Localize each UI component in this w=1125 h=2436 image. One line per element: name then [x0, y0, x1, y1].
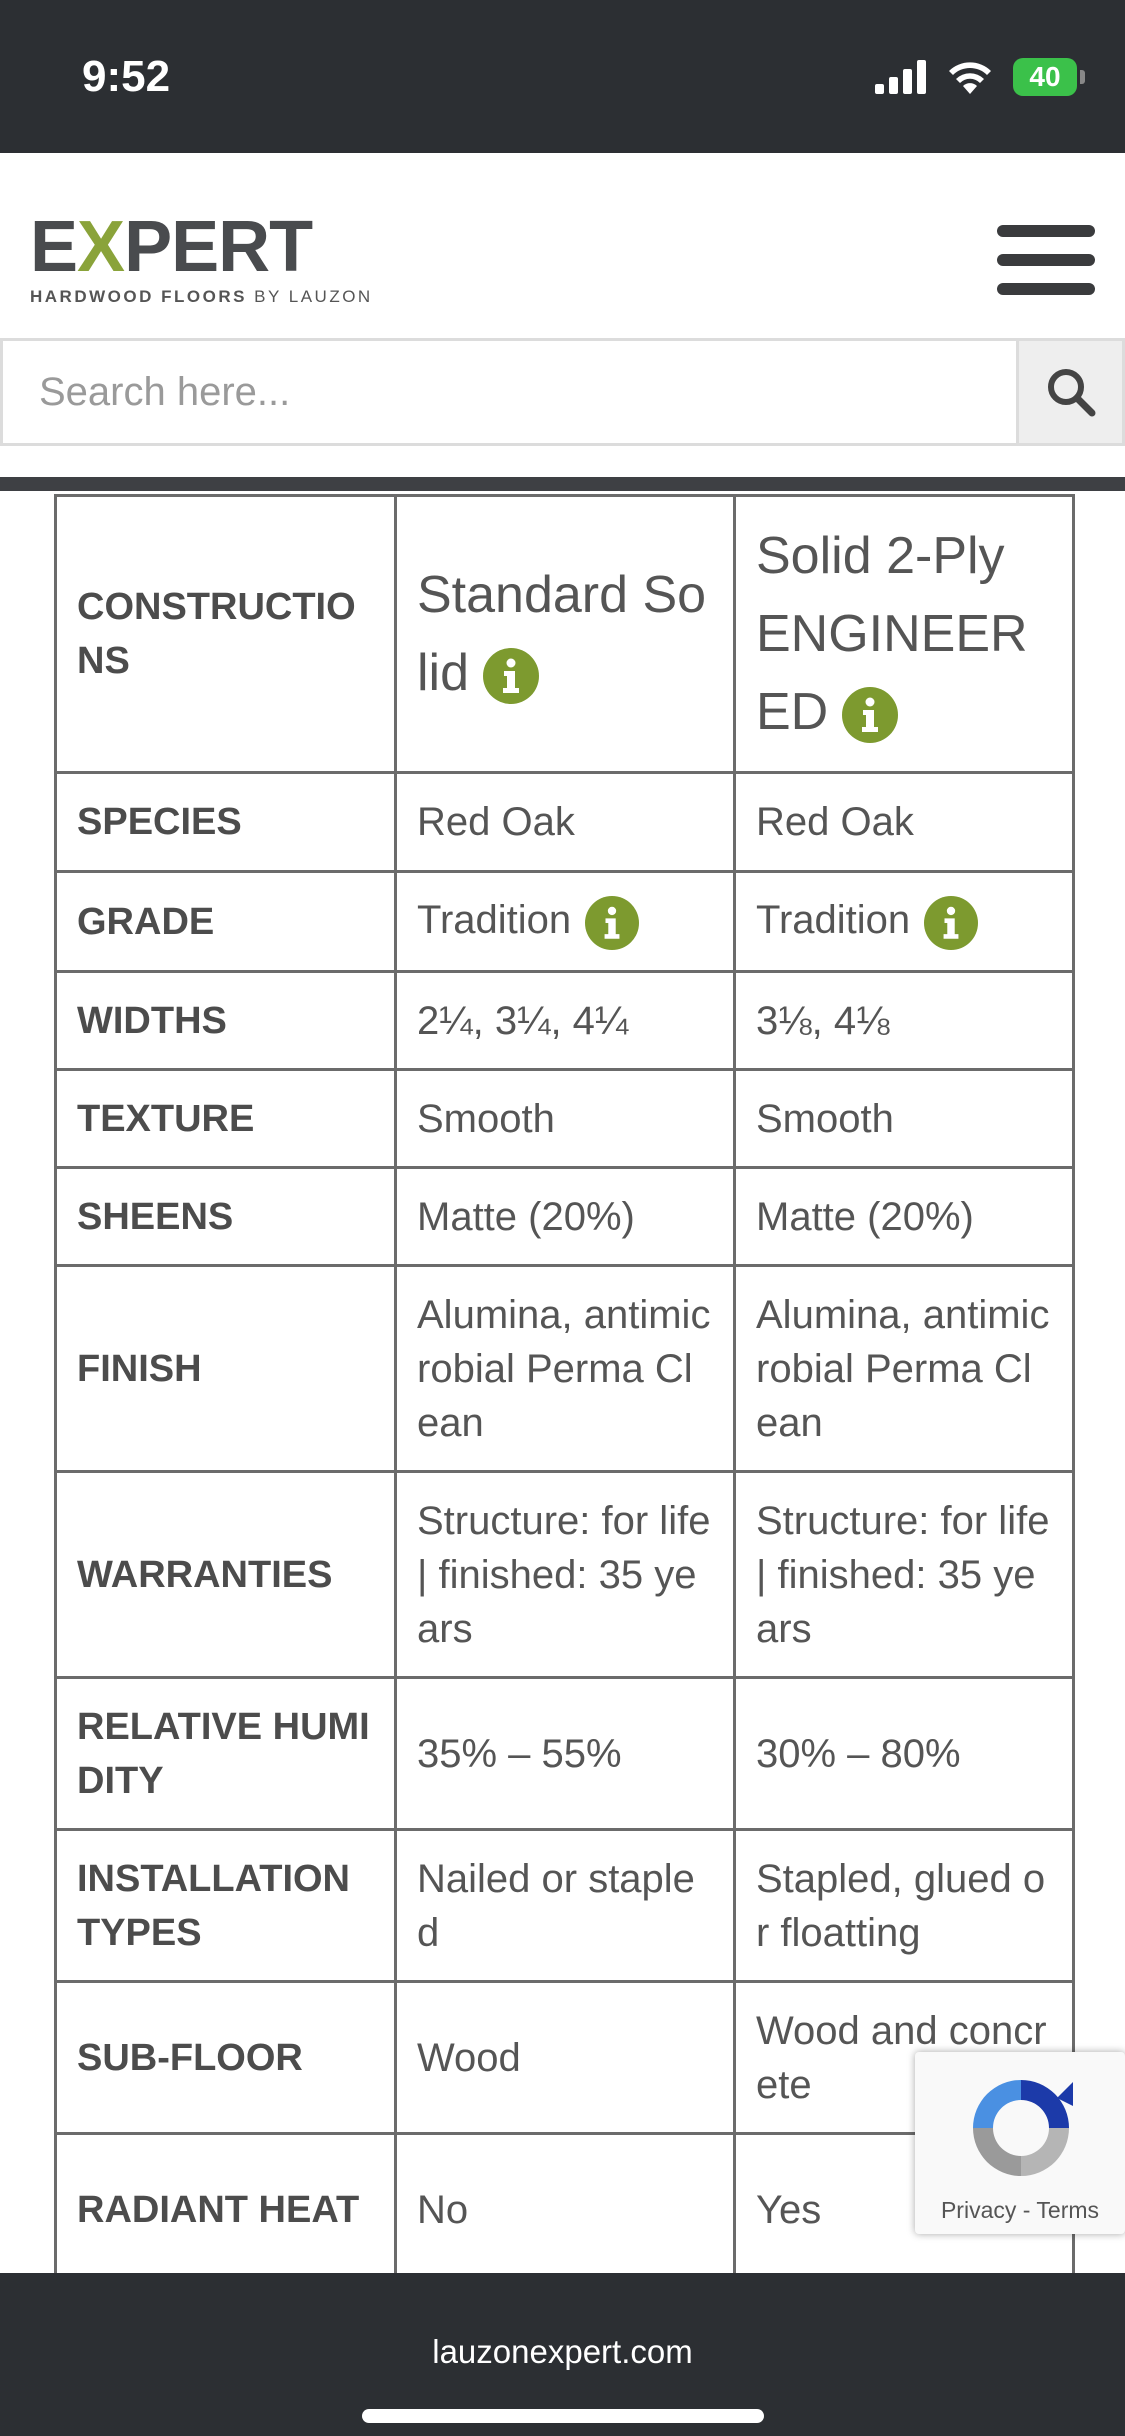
table-row-label: SHEENS	[56, 1168, 396, 1266]
search-bar	[0, 338, 1125, 446]
search-button[interactable]	[1016, 341, 1122, 443]
table-row	[56, 773, 1074, 872]
specifications-table	[54, 494, 1075, 2287]
table-cell: Tradition	[396, 872, 735, 972]
table-header-row	[56, 496, 1074, 773]
battery-indicator	[1013, 58, 1085, 96]
table-cell: Wood	[396, 1982, 735, 2134]
url-label[interactable]: lauzonexpert.com	[432, 2333, 693, 2370]
table-row-label: INSTALLATION TYPES	[56, 1830, 396, 1982]
table-cell: Structure: for life | finished: 35 years	[396, 1472, 735, 1678]
table-row-label: WIDTHS	[56, 972, 396, 1070]
table-header-cell: Solid 2-Ply ENGINEERED	[735, 496, 1074, 773]
table-row	[56, 872, 1074, 972]
table-cell: Smooth	[396, 1070, 735, 1168]
table-cell: Nailed or stapled	[396, 1830, 735, 1982]
wifi-icon	[947, 60, 993, 94]
status-time: 9:52	[82, 52, 171, 101]
table-row	[56, 1070, 1074, 1168]
table-cell: Smooth	[735, 1070, 1074, 1168]
table-header-cell: Standard Solid	[396, 496, 735, 773]
table-row	[56, 1830, 1074, 1982]
terms-link[interactable]: Terms	[1036, 2197, 1100, 2223]
table-cell: No	[396, 2134, 735, 2286]
table-row-label: RELATIVE HUMIDITY	[56, 1678, 396, 1830]
table-cell: Red Oak	[396, 773, 735, 872]
home-indicator[interactable]	[362, 2409, 764, 2423]
logo-wordmark: EXPERT	[30, 207, 313, 287]
browser-address-bar	[0, 2273, 1125, 2436]
battery-tip	[1080, 70, 1085, 84]
table-cell: Yes	[735, 2134, 1074, 2286]
table-cell: Stapled, glued or floatting	[735, 1830, 1074, 1982]
site-header	[0, 153, 1125, 338]
table-row-label: FINISH	[56, 1266, 396, 1472]
table-row-label: TEXTURE	[56, 1070, 396, 1168]
info-icon[interactable]	[483, 648, 539, 704]
table-row-label: GRADE	[56, 872, 396, 972]
hamburger-menu-button[interactable]	[997, 225, 1095, 295]
table-row-label: CONSTRUCTIONS	[56, 496, 396, 773]
table-row	[56, 972, 1074, 1070]
table-row	[56, 1678, 1074, 1830]
table-row	[56, 1472, 1074, 1678]
expert-logo[interactable]	[30, 207, 373, 307]
info-icon[interactable]	[842, 687, 898, 743]
table-cell: Alumina, antimicrobial Perma Clean	[396, 1266, 735, 1472]
table-cell: 2¼, 3¼, 4¼	[396, 972, 735, 1070]
table-row-label: SUB-FLOOR	[56, 1982, 396, 2134]
info-icon[interactable]	[585, 896, 639, 950]
table-row	[56, 1168, 1074, 1266]
recaptcha-icon	[965, 2072, 1077, 2184]
table-cell: Red Oak	[735, 773, 1074, 872]
table-cell: Structure: for life | finished: 35 years	[735, 1472, 1074, 1678]
status-icons	[875, 58, 1085, 96]
table-row-label: SPECIES	[56, 773, 396, 872]
signal-icon	[875, 60, 927, 94]
privacy-link[interactable]: Privacy	[940, 2197, 1017, 2223]
table-cell: Wood and concrete	[735, 1982, 1074, 2134]
table-cell: Tradition	[735, 872, 1074, 972]
section-divider	[0, 477, 1125, 491]
search-icon	[1045, 366, 1097, 418]
search-input[interactable]	[3, 341, 1016, 443]
status-bar	[0, 0, 1125, 153]
link-separator: -	[1016, 2197, 1037, 2223]
table-cell: 30% – 80%	[735, 1678, 1074, 1830]
table-cell: Matte (20%)	[735, 1168, 1074, 1266]
recaptcha-badge[interactable]	[915, 2052, 1125, 2234]
logo-tagline: HARDWOOD FLOORS BY LAUZON	[30, 287, 373, 306]
table-row-label: RADIANT HEAT	[56, 2134, 396, 2286]
table-cell: Matte (20%)	[396, 1168, 735, 1266]
table-row-label: WARRANTIES	[56, 1472, 396, 1678]
table-cell: 35% – 55%	[396, 1678, 735, 1830]
recaptcha-links	[915, 2197, 1125, 2224]
table-cell: Alumina, antimicrobial Perma Clean	[735, 1266, 1074, 1472]
table-row	[56, 1266, 1074, 1472]
info-icon[interactable]	[924, 896, 978, 950]
table-cell: 3⅛, 4⅛	[735, 972, 1074, 1070]
battery-level: 40	[1013, 58, 1077, 96]
